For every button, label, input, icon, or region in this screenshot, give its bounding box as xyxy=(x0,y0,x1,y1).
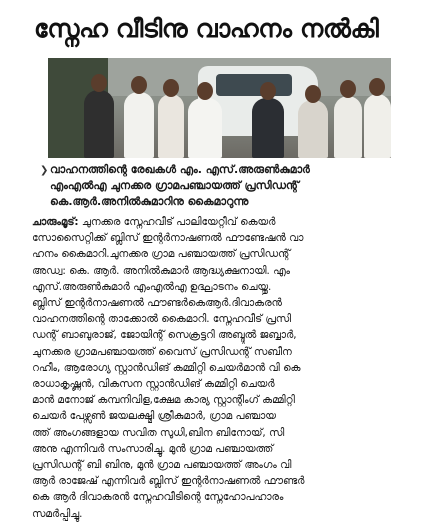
article-line-text: ചുനക്കര സ്നേഹവീട് പാലിയേറ്റീവ് കെയർ xyxy=(78,216,276,228)
photo-person xyxy=(158,94,184,158)
article-line xyxy=(32,214,412,230)
article-line: ഡന്റ് ബാബുരാജ്, ജോയിന്റ് സെക്രട്ടറി അബ്ദുൽ ജബ്ബാർ, xyxy=(32,329,297,342)
photo-person-head xyxy=(305,85,321,103)
photo-person-head xyxy=(163,79,179,97)
photo-person-head xyxy=(260,82,276,100)
article-line: സോസൈറ്റിക്ക് ബ്ലിസ് ഇന്റർനാഷണൽ ഫൗണ്ടേഷൻ വാ xyxy=(32,232,304,245)
photo-person xyxy=(84,90,114,158)
article-line: ചെയർ പേഴ്സൺ ജയലക്ഷ്മി ശ്രീകുമാർ, ഗ്രാമ പഞ്ചായ xyxy=(32,410,276,423)
article-line: ചുനക്കര ഗ്രാമപഞ്ചായത്ത് വൈസ് പ്രസിഡന്റ് സബീന xyxy=(32,345,292,358)
article-line: ബ്ലിസ് ഇന്റർനാഷണൽ ഫൗണ്ടർകെആർ.ദിവാകരൻ xyxy=(32,297,282,310)
caption-marker-icon: ❯ xyxy=(40,165,49,176)
article-line: അനു എന്നിവർ സംസാരിച്ചു. മുൻ ഗ്രാമ പഞ്ചായത്ത് xyxy=(32,442,274,455)
headline: സ്നേഹ വീടിനു വാഹനം നൽകി xyxy=(34,14,379,43)
article-line: എസ്.അരുൺകുമാർ എംഎൽഎ ഉദ്ഘാടനം ചെയ്തു. xyxy=(32,280,272,293)
caption-line: കെ.ആർ.അനിൽകുമാറിനു കൈമാറുന്നു xyxy=(50,195,249,208)
article-line: രാധാകൃഷ്ണൻ, വികസന സ്റ്റാൻഡിങ് കമ്മിറ്റി ചെയർ xyxy=(32,378,275,391)
article-byline: ചാരുംമൂട്: xyxy=(32,216,79,228)
article-line: കെ ആർ ദിവാകരൻ സ്നേഹവീടിന്റെ സ്നേഹോപഹാരം xyxy=(32,491,284,504)
photo-person-head xyxy=(131,76,147,94)
photo-person xyxy=(252,98,284,158)
caption-line: എംഎൽഎ ചുനക്കര ഗ്രാമപഞ്ചായത്ത് പ്രസിഡന്റ് xyxy=(50,179,299,192)
article-line: ഹനം കൈമാറി.ചുനക്കര ഗ്രാമ പഞ്ചായത്ത് പ്രസിഡന്റ് xyxy=(32,248,291,261)
article-body xyxy=(32,214,412,522)
photo-vehicle-window xyxy=(216,74,292,96)
photo-caption xyxy=(50,162,414,210)
photo-person xyxy=(298,100,328,158)
photo-person xyxy=(334,96,362,158)
photo-person xyxy=(124,92,154,158)
photo-person-head xyxy=(91,74,107,92)
article-line: അഡ്വ: കെ. ആർ. അനിൽകുമാർ ആദ്ധ്യക്ഷനായി. എം xyxy=(32,264,291,277)
article-line: റഹീം, ആരോഗ്യ സ്റ്റാൻഡിങ് കമ്മിറ്റി ചെയർമാൻ വി കെ xyxy=(32,361,301,374)
photo-person xyxy=(364,94,391,158)
photo-person xyxy=(188,98,222,158)
news-photo xyxy=(48,58,391,158)
photo-person-head xyxy=(197,82,213,100)
article-line: സമർപ്പിച്ചു. xyxy=(32,507,83,520)
article-line: പ്രസിഡന്റ് ബി ബിനു, മുൻ ഗ്രാമ പഞ്ചായത്ത് അംഗം വി xyxy=(32,459,292,472)
article-line: വാഹനത്തിന്റെ താക്കോൽ കൈമാറി. സ്നേഹവീട് പ്രസി xyxy=(32,313,291,326)
photo-person-head xyxy=(369,78,385,96)
article-line: ആർ രാജേഷ് എന്നിവർ ബ്ലിസ് ഇന്റർനാഷണൽ ഫൗണ്ടർ xyxy=(32,475,305,488)
photo-person-head xyxy=(340,80,356,98)
caption-line: വാഹനത്തിന്റെ രേഖകൾ എം. എസ്.അരുൺകുമാർ xyxy=(50,163,310,176)
article-line: ത്ത് അംഗങ്ങളായ സവിത സുധി,ബിന ബിനോയ്, സി xyxy=(32,426,285,439)
article-line: മാൻ മനോജ് കമ്പനിവിള,ക്ഷേമ കാര്യ സ്റ്റാന്റിംഗ് കമ്മിറ്റി xyxy=(32,394,295,407)
